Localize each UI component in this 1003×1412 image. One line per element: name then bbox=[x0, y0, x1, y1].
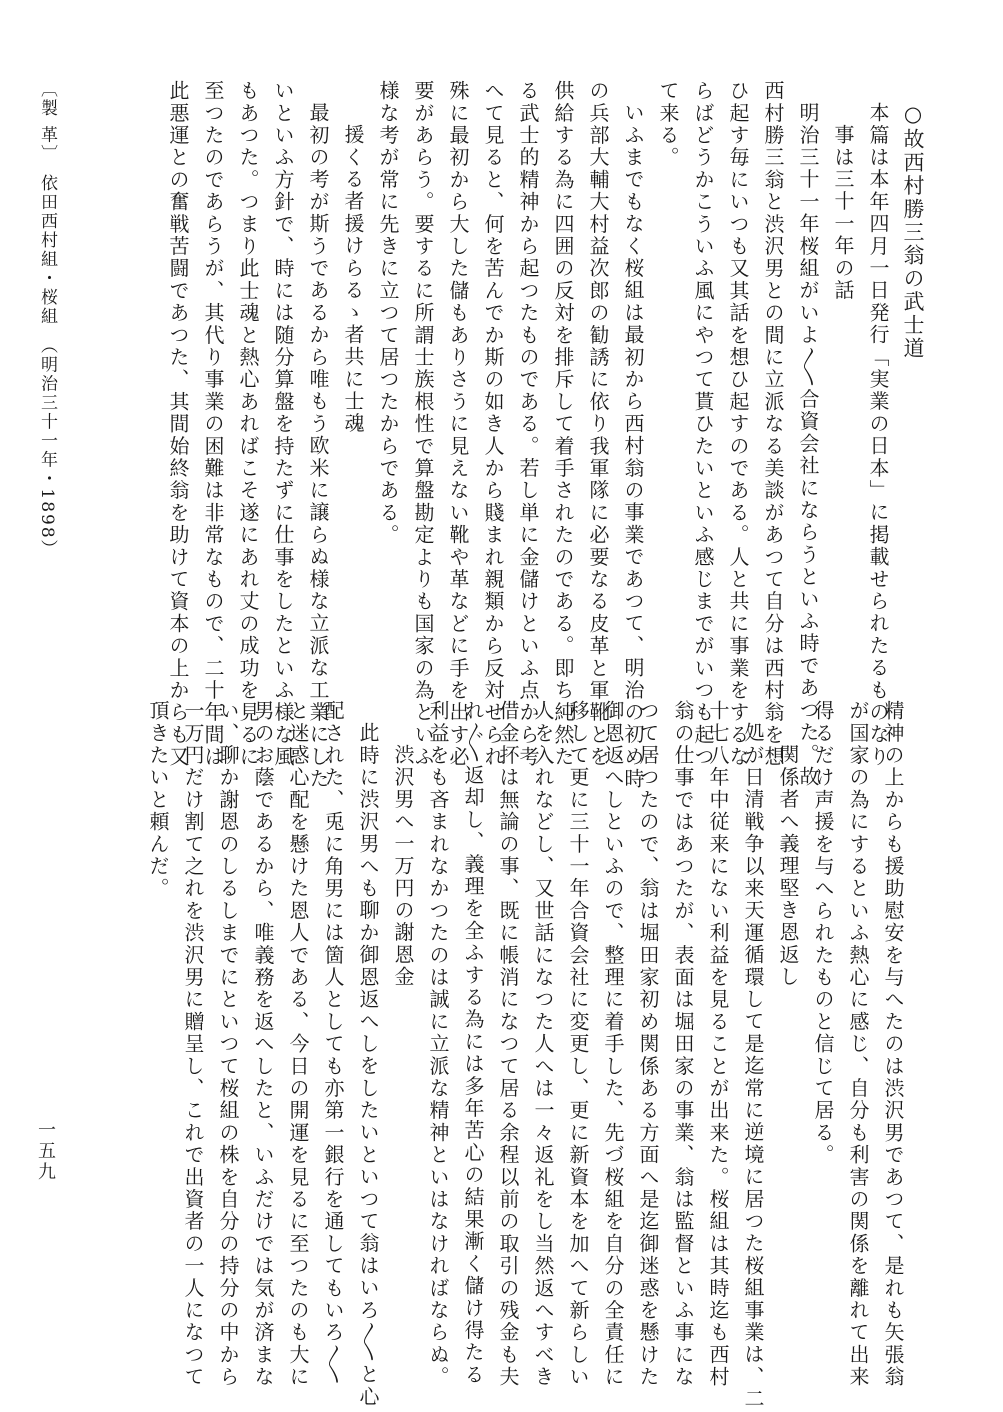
paragraph-line: 十七八年中従来にない利益を見ることが出来た。桜組は其時迄も西村 bbox=[706, 700, 730, 1389]
paragraph-line: つて居つたので、翁は堀田家初め関係ある方面へ是迄御迷惑を懸けた bbox=[636, 700, 660, 1389]
lower-text-tier bbox=[90, 700, 910, 1411]
paragraph-line: と迷惑心配を懸けた恩人である、今日の開運を見るに至つたのも大に bbox=[286, 700, 310, 1389]
paragraph-line: へて見ると、何を苦んでか斯の如き人から賤まれ親類から反対せられ bbox=[481, 80, 505, 769]
upper-text-tier bbox=[70, 80, 930, 791]
paragraph-line: 最初の考が斯うであるから唯もう欧米に譲らぬ様な立派な工業にした bbox=[306, 102, 330, 791]
paragraph-line: 供給する為に四囲の反対を排斥して着手されたのである。即ち純然た bbox=[551, 80, 575, 769]
paragraph-line: れ〴〵返却し、義理を全ふする為には多年苦心の結果漸く儲け得たる bbox=[461, 700, 485, 1386]
paragraph-line: 得るだけ声援を与へられたものと信じて居る。 bbox=[811, 700, 835, 1167]
paragraph-line: 借金抔は無論の事、既に帳消になつて居る余程以前の取引の残金も夫 bbox=[496, 700, 520, 1389]
paragraph-line: 翁の仕事ではあつたが、表面は堀田家の事業、翁は監督といふ事にな bbox=[671, 700, 695, 1389]
paragraph-line: 男のお蔭であるから、唯義務を返へしたと、いふだけでは気が済まな bbox=[251, 700, 275, 1389]
section-heading: 援くる者援けらるゝ者共に士魂 bbox=[341, 124, 365, 435]
paragraph-line: 利益をも吝まれなかつたのは誠に立派な精神といはなければならぬ。 bbox=[426, 700, 450, 1389]
paragraph-line: らばどうかこういふ風にやつて貰ひたいといふ感じまでがいつも起つ bbox=[691, 80, 715, 769]
paragraph-line: 移して更に三十一年合資会社に変更し、更に新資本を加へて新らしい bbox=[566, 700, 590, 1389]
paragraph-line: 頂きたいと頼んだ。 bbox=[146, 700, 170, 900]
paragraph-line: 西村勝三翁と渋沢男との間に立派なる美談があつて自分は西村翁を想 bbox=[761, 80, 785, 769]
paragraph-line: る武士的精神から起つたものである。若し単に金儲けといふ点から考 bbox=[516, 80, 540, 769]
paragraph-line: 殊に最初から大した儲もありさうに見えない靴や革などに手を出す必 bbox=[446, 80, 470, 769]
paragraph-line: 要があらう。要するに所謂士族根性で算盤勘定よりも国家の為といふ bbox=[411, 80, 435, 769]
paragraph-line: 精神の上からも援助慰安を与へたのは渋沢男であつて、是れも矢張翁 bbox=[881, 700, 905, 1389]
paragraph-line: 此時に渋沢男へも聊か御恩返へしをしたいといつて翁はいろ〳〵と心 bbox=[356, 722, 380, 1408]
paragraph-line: もあつた。つまり此士魂と熱心あればこそ遂にあれ丈の成功を見るに bbox=[236, 80, 260, 769]
section-heading: 事は三十一年の話 bbox=[831, 124, 855, 302]
paragraph-line: 様な考が常に先きに立つて居つたからである。 bbox=[376, 80, 400, 547]
paragraph-line: いふまでもなく桜組は最初から西村翁の事業であつて、明治の初め時 bbox=[621, 102, 645, 791]
paragraph-line: い、聊か謝恩のしるしまでにといつて桜組の株を自分の持分の中から bbox=[216, 700, 240, 1389]
paragraph-line: の兵部大輔大村益次郎の勧誘に依り我軍隊に必要なる皮革と軍靴とを bbox=[586, 80, 610, 769]
section-heading: 関係者へ義理堅き恩返し bbox=[776, 744, 800, 989]
article-intro: 本篇は本年四月一日発行「実業の日本」に掲載せられたるものなり bbox=[866, 102, 890, 768]
article-title: ○故西村勝三翁の武士道 bbox=[901, 102, 925, 361]
paragraph-line: ひ起す毎にいつも又其話を想ひ起すのである。人と共に事業をするな bbox=[726, 80, 750, 769]
paragraph-line: て来る。 bbox=[656, 80, 680, 169]
paragraph-line: が国家の為にするといふ熱心に感じ、自分も利害の関係を離れて出来 bbox=[846, 700, 870, 1389]
paragraph-line: いといふ方針で、時には随分算盤を持たずに仕事をしたといふ様な風 bbox=[271, 80, 295, 769]
paragraph-line: 配された、兎に角男には箇人としても亦第一銀行を通してもいろ〳〵 bbox=[321, 700, 345, 1386]
paragraph-line: 人を入れなどし、又世話になつた人へは一々返礼をし当然返へすべき bbox=[531, 700, 555, 1389]
page-number: 一五九 bbox=[35, 1120, 56, 1183]
paragraph-line: 一万円だけ割て之れを渋沢男に贈呈し、これで出資者の一人になつて bbox=[181, 700, 205, 1389]
source-caption: 〔製 革〕 依田西村組・桜組 （明治三十一年・1898） bbox=[37, 80, 57, 559]
section-heading: 渋沢男へ一万円の謝恩金 bbox=[391, 744, 415, 989]
paragraph-line: 御恩返へしといふので、整理に着手した、先づ桜組を自分の全責任に bbox=[601, 700, 625, 1389]
paragraph-line: 明治三十一年桜組がいよ〳〵合資会社にならうといふ時であつた。故 bbox=[796, 102, 820, 788]
paragraph-line: 此悪運との奮戦苦闘であつた、其間始終翁を助けて資本の上からも又 bbox=[166, 80, 190, 769]
paragraph-line: 処が日清戦争以来天運循環して是迄常に逆境に居つた桜組事業は、二 bbox=[741, 722, 765, 1411]
paragraph-line: 至つたのであらうが、其代り事業の困難は非常なもので、二十年間は bbox=[201, 80, 225, 769]
